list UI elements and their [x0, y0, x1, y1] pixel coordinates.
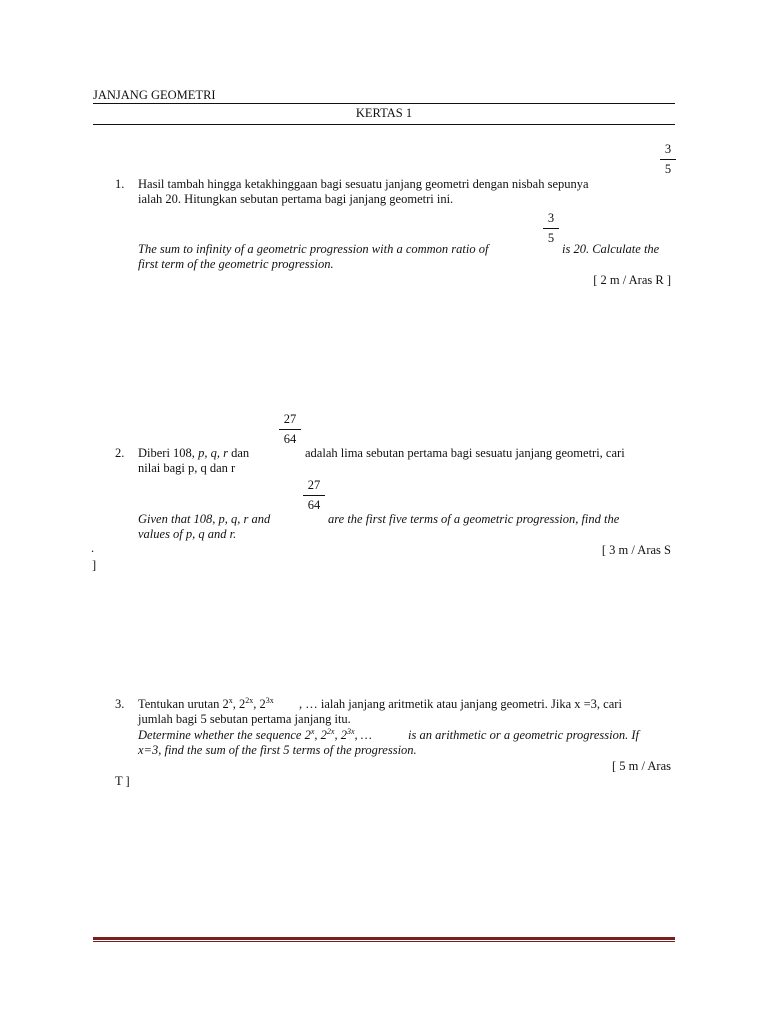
- q1-number: 1.: [115, 177, 125, 191]
- doc-title: JANJANG GEOMETRI: [93, 88, 216, 102]
- q3-sep-1: , 2: [232, 697, 246, 711]
- q2-malay-dan: dan: [231, 446, 250, 460]
- paper-label: KERTAS 1: [355, 106, 413, 120]
- q1-ratio-fraction-english: 3 5: [543, 210, 559, 246]
- q2-english-line1-a: Given that 108, p, q, r and: [138, 512, 271, 526]
- footer-rule-thin: [93, 941, 675, 942]
- q2-malay-line2: nilai bagi p, q dan r: [138, 461, 236, 475]
- header-rule-bottom: [93, 124, 675, 125]
- q2-malay-given: Diberi 108,: [138, 446, 195, 460]
- q3-english-line1-b: is an arithmetic or a geometric progression. If: [408, 728, 639, 742]
- q2-marks: [ 3 m / Aras S: [601, 543, 671, 557]
- q3-malay-line1-b: , … ialah janjang aritmetik atau janjang geometri. Jika x =3, cari: [299, 697, 622, 711]
- q1-malay-line2: ialah 20. Hitungkan sebutan pertama bagi janjang geometri ini.: [138, 192, 454, 206]
- q3-marks-close: T ]: [115, 774, 130, 788]
- q3-sep-2: , 2: [253, 697, 266, 711]
- q3-marks: [ 5 m / Aras: [611, 759, 671, 773]
- q3-english-line2: x=3, find the sum of the first 5 terms of the progression.: [138, 743, 417, 757]
- q3-malay-line1-a: [138, 697, 274, 712]
- q3-malay-line2: jumlah bagi 5 sebutan pertama janjang itu.: [138, 712, 351, 726]
- q3-en-ellipsis: , …: [354, 728, 372, 742]
- q2-stray-dot: .: [91, 541, 95, 555]
- q2-malay-line1-c: adalah lima sebutan pertama bagi sesuatu janjang geometri, cari: [305, 446, 625, 460]
- q1-malay-line1: Hasil tambah hingga ketakhinggaan bagi sesuatu janjang geometri dengan nisbah sepunya: [138, 177, 589, 191]
- q1-english-line1-b: is 20. Calculate the: [562, 242, 660, 256]
- q3-en-exp-1: x: [310, 727, 315, 736]
- q3-exp-3: 3x: [265, 696, 274, 705]
- q3-malay-intro: Tentukan urutan 2: [138, 697, 229, 711]
- q2-english-line2: values of p, q and r.: [138, 527, 237, 541]
- q1-english-line1-a: The sum to infinity of a geometric progression with a common ratio of: [138, 242, 489, 256]
- q2-marks-close: ]: [92, 558, 97, 572]
- q3-en-exp-2: 2x: [326, 727, 335, 736]
- q2-english-line1-b: are the first five terms of a geometric progression, find the: [328, 512, 620, 526]
- q1-marks: [ 2 m / Aras R ]: [593, 273, 671, 287]
- q1-english-line2: first term of the geometric progression.: [138, 257, 334, 271]
- q2-fraction-english: 27 64: [303, 477, 325, 513]
- q1-ratio-fraction-top: 3 5: [660, 141, 676, 177]
- q2-malay-vars: p, q, r: [198, 446, 228, 460]
- q3-number: 3.: [115, 697, 125, 711]
- q2-number: 2.: [115, 446, 125, 460]
- q2-fraction-malay: 27 64: [279, 411, 301, 447]
- q3-exp-1: x: [228, 696, 233, 705]
- q3-en-exp-3: 3x: [346, 727, 355, 736]
- q3-en-sep-1: , 2: [314, 728, 327, 742]
- q3-english-intro: Determine whether the sequence 2: [138, 728, 311, 742]
- q3-exp-2: 2x: [245, 696, 254, 705]
- q3-en-sep-2: , 2: [334, 728, 347, 742]
- footer-rule-thick: [93, 937, 675, 940]
- q2-malay-line1-a: [138, 446, 249, 461]
- q3-english-line1-a: [138, 728, 372, 743]
- header-rule-top: [93, 103, 675, 104]
